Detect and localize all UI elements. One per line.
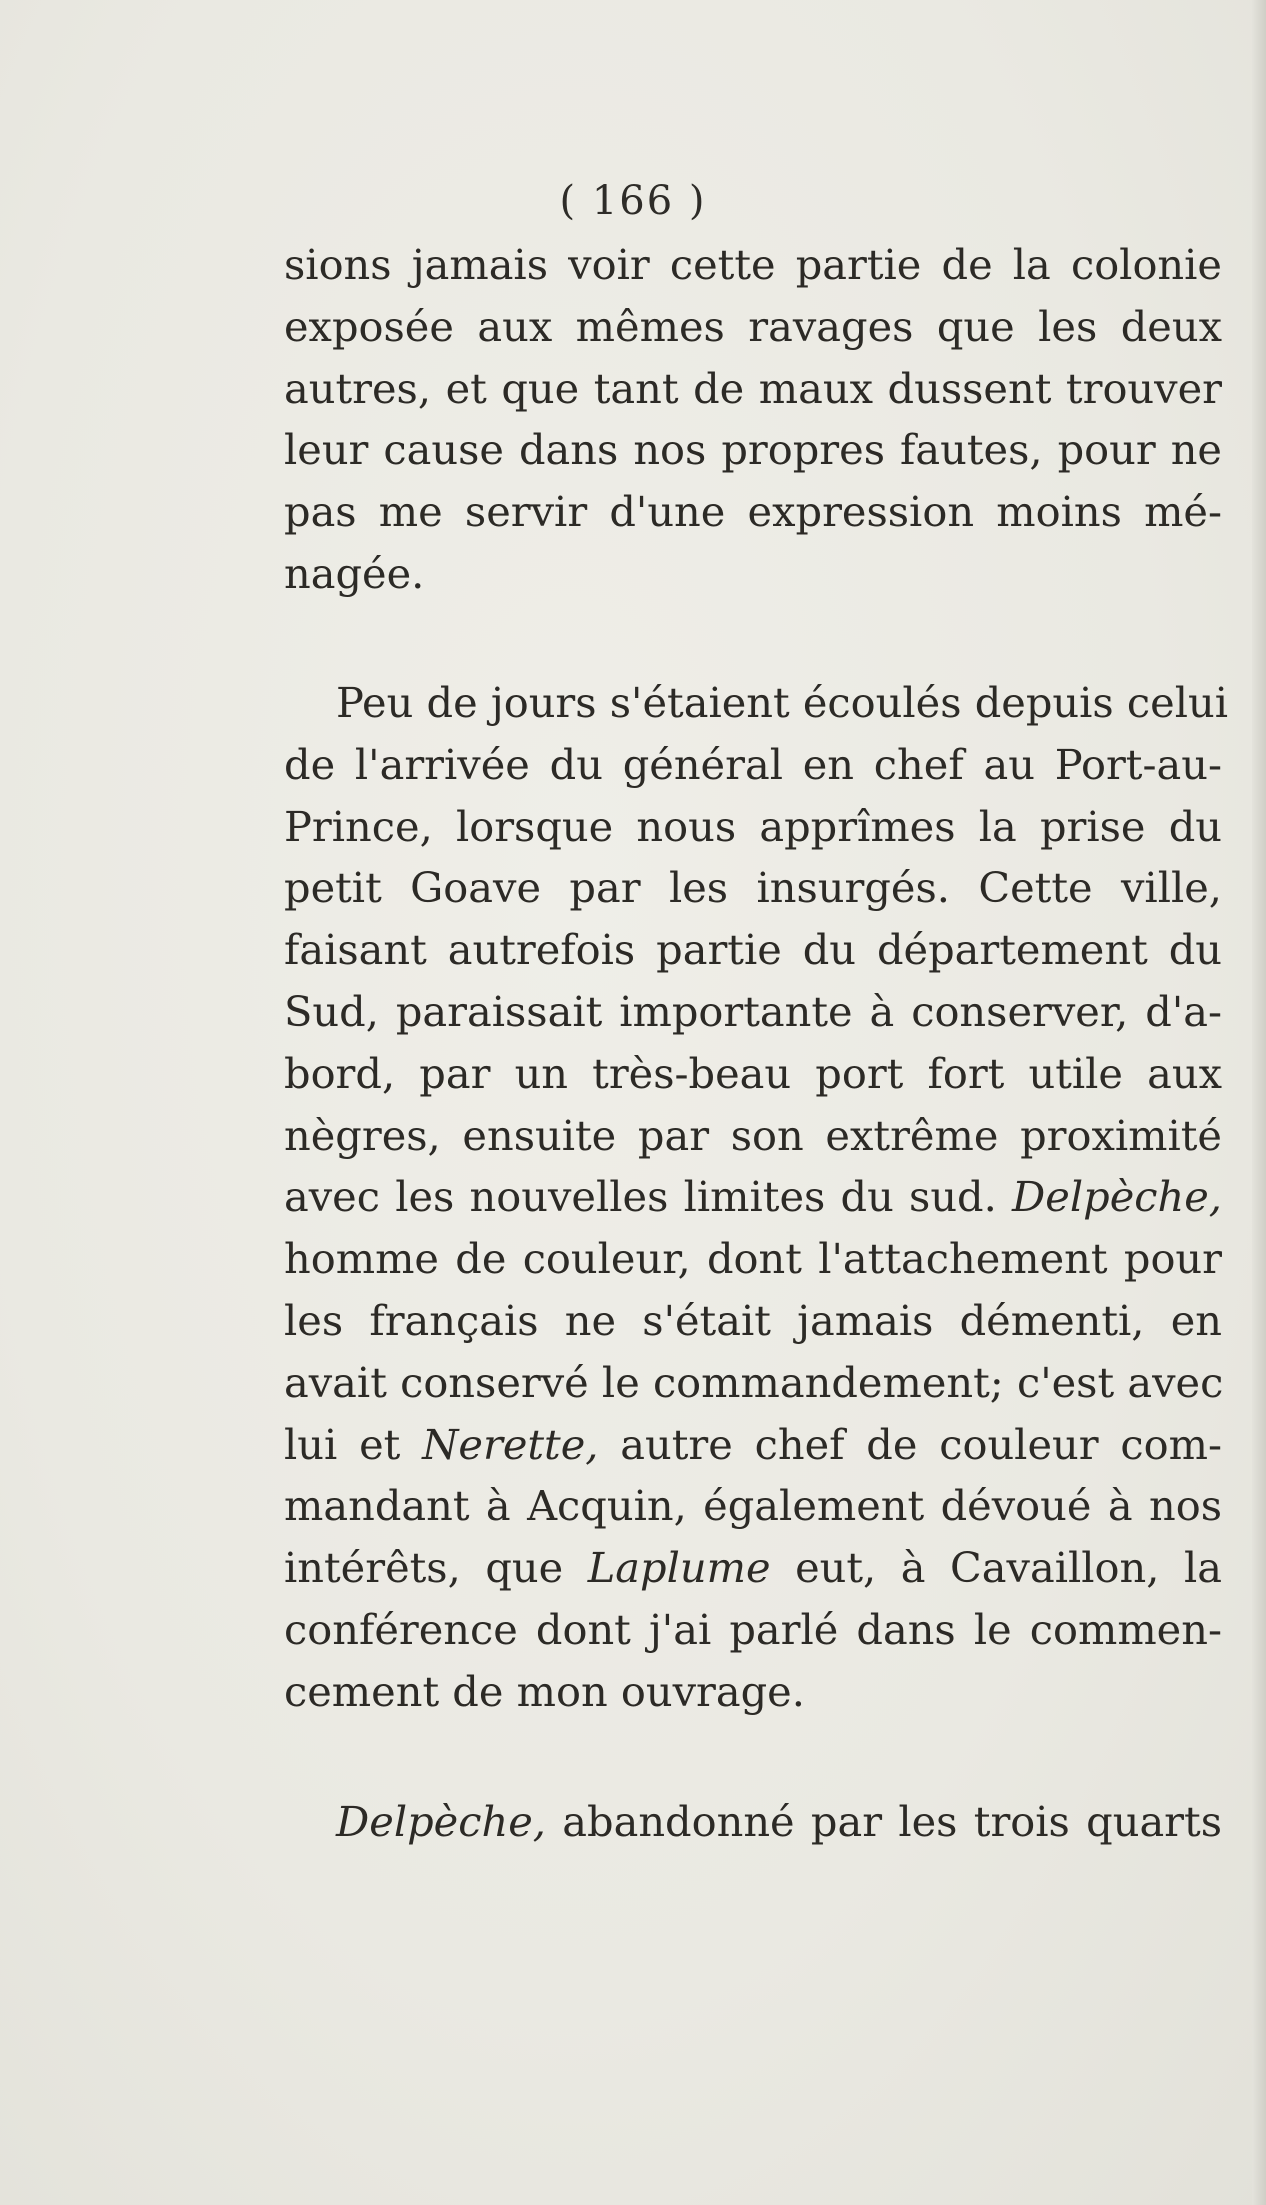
text-line: petit Goave par les insurgés. Cette ville, (284, 863, 1222, 913)
text-line: autres, et que tant de maux dussent trouver (284, 363, 1222, 413)
page-edge (1252, 0, 1266, 2205)
italic-name-delpeche: Delpèche, (1012, 1172, 1222, 1222)
paragraph-3 (284, 1791, 1222, 1853)
text-line: pas me servir d'une expression moins mé- (284, 487, 1222, 537)
text-line: bord, par un très-beau port fort utile aux (284, 1048, 1222, 1098)
text-line: cement de mon ouvrage. (284, 1666, 805, 1716)
text-line: leur cause dans nos propres fautes, pour ne (284, 425, 1222, 475)
text-line: conférence dont j'ai parlé dans le commen- (284, 1604, 1222, 1654)
text-segment: lui et (284, 1419, 401, 1469)
text-line (284, 1414, 1222, 1476)
text-line: Sud, paraissait importante à conserver, d'a- (284, 986, 1222, 1036)
text-segment: intérêts, que (284, 1543, 564, 1593)
italic-name-nerette: Nerette, (422, 1419, 599, 1469)
text-line (284, 1166, 1222, 1228)
text-line: nègres, ensuite par son extrême proximité (284, 1110, 1222, 1160)
page-number: ( 166 ) (559, 178, 707, 224)
text-line (284, 1537, 1222, 1599)
text-line: mandant à Acquin, également dévoué à nos (284, 1481, 1222, 1531)
text-line: sions jamais voir cette partie de la colonie (284, 240, 1222, 289)
text-line: homme de couleur, dont l'attachement pour (284, 1234, 1222, 1284)
text-line: de l'arrivée du général en chef au Port-au- (284, 739, 1222, 789)
text-line: Prince, lorsque nous apprîmes la prise du (284, 801, 1222, 851)
paragraph-2 (284, 672, 1228, 1723)
text-line: faisant autrefois partie du département du (284, 925, 1222, 975)
text-line: avait conservé le commandement; c'est avec (284, 1357, 1224, 1407)
text-segment: avec les nouvelles limites du sud. (284, 1172, 997, 1222)
text-segment: eut, à Cavaillon, la (795, 1543, 1222, 1593)
italic-name-laplume: Laplume (587, 1543, 771, 1593)
text-line (284, 1791, 1222, 1853)
italic-name-delpeche: Delpèche, (336, 1797, 546, 1846)
text-segment: abandonné par les trois quarts (562, 1797, 1222, 1846)
text-line: les français ne s'était jamais démenti, en (284, 1295, 1222, 1345)
text-line: nagée. (284, 548, 425, 598)
text-line: Peu de jours s'étaient écoulés depuis celui (336, 678, 1228, 727)
text-segment: autre chef de couleur com- (620, 1419, 1222, 1469)
paragraph-1 (284, 234, 1222, 605)
text-line: exposée aux mêmes ravages que les deux (284, 301, 1222, 351)
